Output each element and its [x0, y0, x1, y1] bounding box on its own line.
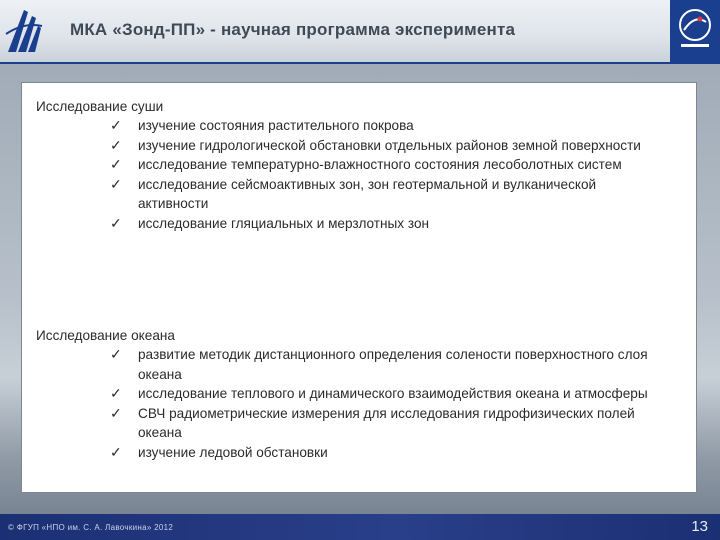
copyright-text: © ФГУП «НПО им. С. А. Лавочкина» 2012 [8, 523, 174, 532]
list-item: ✓ исследование температурно-влажностного состояния лесоболотных систем [110, 155, 650, 175]
page-number: 13 [691, 518, 708, 535]
slide-header [0, 0, 720, 64]
check-icon: ✓ [110, 404, 122, 421]
check-icon: ✓ [110, 346, 122, 362]
ocean-section-title: Исследование океана [36, 328, 175, 343]
content-panel [21, 82, 697, 493]
check-icon: ✓ [110, 443, 122, 460]
list-item: ✓ СВЧ радиометрические измерения для исследования гидрофизических полей океана [110, 404, 635, 440]
check-icon: ✓ [110, 156, 122, 172]
rocket-logo-icon [4, 4, 44, 56]
list-item: ✓ изучение гидрологической обстановки отдельных районов земной поверхности [110, 136, 650, 156]
slide-footer [0, 514, 720, 540]
check-icon: ✓ [110, 385, 122, 401]
check-icon: ✓ [110, 136, 122, 153]
list-item: ✓ исследование гляциальных и мерзлотных зон [110, 214, 650, 234]
list-item: ✓ изучение ледовой обстановки [110, 443, 650, 463]
check-icon: ✓ [110, 214, 122, 231]
land-section-title: Исследование суши [36, 99, 164, 114]
list-item: ✓ исследование сейсмоактивных зон, зон геотермальной и вулканической активности [110, 175, 597, 211]
list-item: ✓ изучение состояния растительного покрова [110, 116, 650, 136]
emblem-logo-icon [670, 0, 720, 62]
check-icon: ✓ [110, 117, 122, 133]
ocean-list [110, 345, 650, 462]
land-list [110, 116, 650, 233]
list-item: ✓ развитие методик дистанционного определения солености поверхностного слоя океана [110, 346, 648, 382]
check-icon: ✓ [110, 175, 122, 192]
page-title: МКА «Зонд-ПП» - научная программа эксперимента [70, 20, 516, 39]
list-item: ✓ исследование теплового и динамического взаимодействия океана и атмосферы [110, 384, 650, 404]
